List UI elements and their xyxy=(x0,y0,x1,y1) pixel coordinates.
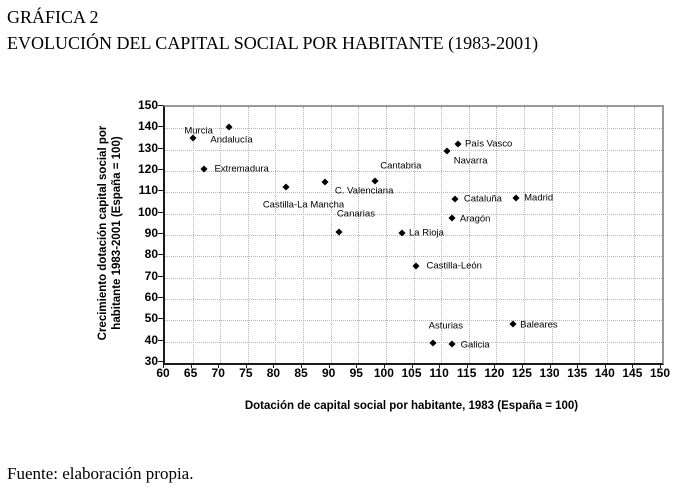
y-axis-tick xyxy=(158,276,163,277)
data-point-label: Baleares xyxy=(520,319,558,331)
gridline-horizontal xyxy=(165,128,662,129)
gridline-horizontal xyxy=(165,342,662,343)
y-tick-label: 40 xyxy=(144,332,158,347)
scatter-plot-area xyxy=(163,105,664,365)
x-tick-label: 60 xyxy=(156,366,170,380)
y-axis-tick xyxy=(158,212,163,213)
x-tick-label: 100 xyxy=(373,366,394,380)
y-tick-label: 70 xyxy=(144,268,158,283)
document-title-line2: EVOLUCIÓN DEL CAPITAL SOCIAL POR HABITANTE (1983-2001) xyxy=(7,33,539,53)
x-tick-label: 85 xyxy=(294,366,308,380)
x-tick-label: 130 xyxy=(539,366,560,380)
data-point-marker xyxy=(371,177,378,184)
x-tick-label: 65 xyxy=(183,366,198,380)
x-tick-label: 115 xyxy=(457,366,477,380)
data-point-label: País Vasco xyxy=(464,138,513,150)
y-axis-tick xyxy=(158,233,163,234)
gridline-horizontal xyxy=(165,320,662,321)
data-point-marker xyxy=(443,147,450,154)
data-point-label: La Rioja xyxy=(409,227,444,239)
y-axis-tick xyxy=(158,297,163,298)
data-point-label: Asturias xyxy=(428,320,463,332)
data-point-marker xyxy=(512,194,519,201)
data-point-label: Cantabria xyxy=(380,160,422,172)
data-point-label: Navarra xyxy=(453,155,488,167)
y-tick-label: 80 xyxy=(144,247,158,262)
data-point-label: Castilla-León xyxy=(426,260,482,272)
x-tick-label: 145 xyxy=(622,366,643,380)
y-tick-label: 30 xyxy=(144,354,158,368)
y-tick-label: 120 xyxy=(137,162,158,176)
x-tick-label: 125 xyxy=(511,366,532,380)
y-axis-tick xyxy=(158,126,163,127)
gridline-horizontal xyxy=(165,150,662,151)
gridline-horizontal xyxy=(165,256,662,257)
data-point-marker xyxy=(449,214,456,221)
x-tick-label: 135 xyxy=(567,366,588,380)
gridline-horizontal xyxy=(165,214,662,215)
data-point-marker xyxy=(283,183,290,190)
data-point-label: Madrid xyxy=(524,192,554,204)
gridline-horizontal xyxy=(165,278,662,279)
document-title xyxy=(7,4,538,56)
y-axis-tick xyxy=(158,190,163,191)
gridline-horizontal xyxy=(165,299,662,300)
y-tick-label: 50 xyxy=(144,311,158,326)
document-title-line1: GRÁFICA 2 xyxy=(7,7,99,27)
x-tick-label: 105 xyxy=(401,366,422,380)
data-point-label: C. Valenciana xyxy=(334,185,394,197)
x-axis-title: Dotación de capital social por habitante, 1983 (España = 100) xyxy=(244,400,579,412)
x-tick-label: 110 xyxy=(429,366,449,380)
data-point-marker xyxy=(225,124,232,131)
x-tick-label: 80 xyxy=(266,366,281,380)
y-axis-tick xyxy=(158,340,163,341)
y-axis-tick xyxy=(158,361,163,362)
y-tick-label: 60 xyxy=(144,290,158,304)
y-tick-label: 150 xyxy=(137,98,158,112)
x-tick-label: 75 xyxy=(239,366,253,380)
data-point-marker xyxy=(454,141,461,148)
y-axis-title xyxy=(96,93,124,373)
data-point-label: Castilla-La Mancha xyxy=(262,199,345,211)
x-tick-label: 140 xyxy=(594,366,615,380)
y-tick-label: 140 xyxy=(137,119,158,134)
x-tick-label: 70 xyxy=(211,366,225,380)
y-axis-tick xyxy=(158,318,163,319)
data-point-marker xyxy=(322,178,329,185)
data-point-marker xyxy=(451,195,458,202)
y-axis-title-line1: Crecimiento dotación capital social por xyxy=(97,125,109,341)
x-tick-label: 150 xyxy=(649,366,671,380)
y-axis-title-line2: habitante 1983-2001 (España = 100) xyxy=(111,136,123,330)
data-point-label: Galicia xyxy=(460,339,490,351)
x-tick-label: 95 xyxy=(349,366,363,380)
data-point-label: Murcia xyxy=(184,125,213,137)
data-point-label: Andalucía xyxy=(210,134,253,146)
data-point-marker xyxy=(429,339,436,346)
y-axis-tick xyxy=(158,254,163,255)
y-axis-tick xyxy=(158,148,163,149)
data-point-label: Aragón xyxy=(459,213,491,225)
y-axis-tick xyxy=(158,105,163,106)
data-point-label: Extremadura xyxy=(214,163,269,175)
y-tick-label: 90 xyxy=(144,226,158,240)
data-point-label: Cataluña xyxy=(463,193,502,205)
y-tick-label: 130 xyxy=(137,140,158,155)
x-tick-label: 120 xyxy=(484,366,505,380)
y-tick-label: 110 xyxy=(138,183,158,198)
y-tick-label: 100 xyxy=(137,204,158,219)
source-note: Fuente: elaboración propia. xyxy=(7,464,194,483)
x-tick-label: 90 xyxy=(321,366,336,380)
data-point-label: Canarias xyxy=(336,208,375,220)
gridline-horizontal xyxy=(165,192,662,193)
y-axis-tick xyxy=(158,169,163,170)
